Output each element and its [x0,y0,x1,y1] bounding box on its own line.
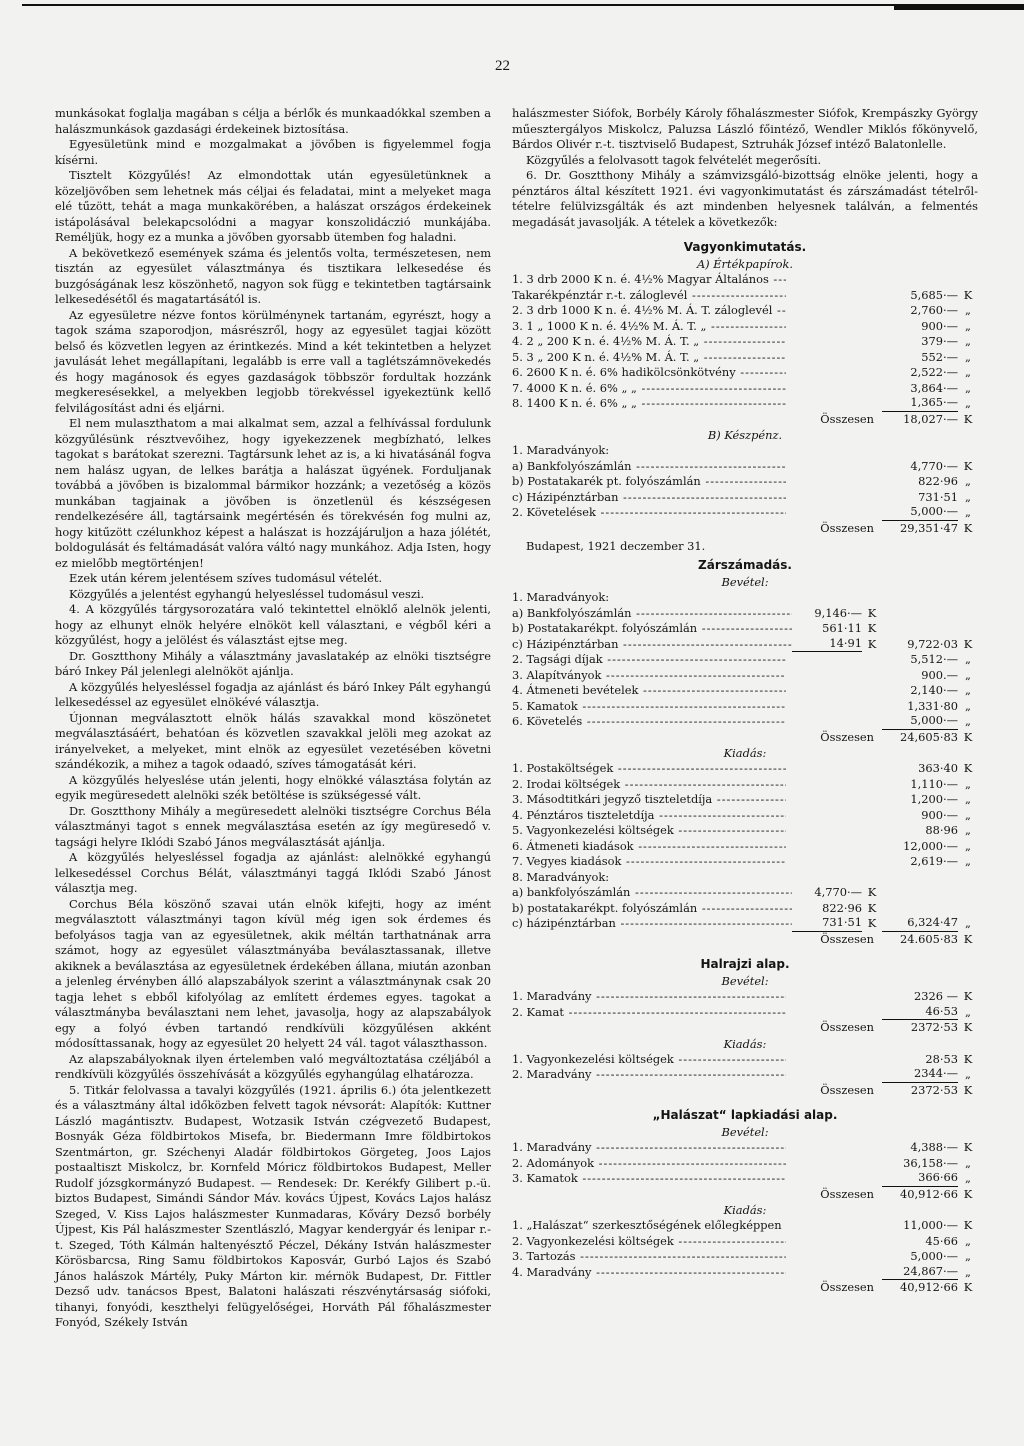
total-amount: 2372·53 [882,1082,958,1099]
currency: K [963,989,973,1003]
currency: K [963,729,973,744]
ledger-row [512,288,978,304]
row-amount: 900.— [921,667,958,682]
row-label: 2. Kamat ----- [512,1005,786,1021]
ledger-row [512,901,978,917]
row-label: c) házipénztárban ----- [512,916,792,932]
currency: „ [965,823,971,837]
currency: K [963,1218,973,1232]
row-label: b) postatakarékpt. folyószámlán ----- [512,901,792,917]
currency: „ [965,807,971,822]
ledger-row [512,668,978,684]
row-label: 1. Maradvány ----- [512,989,786,1005]
row-label: a) Bankfolyószámlán ----- [512,459,786,475]
row-label: 2. Követelések ----- [512,505,786,521]
paragraph: Újonnan megválasztott elnök hálás szavakkal mond köszönetet megválasztásáért, behatóan és közvetlen szavakkal jelöli meg azokat az irányelveket, a melyeket, mint elnök az egyesület vezetésében követni szándékozik, a mihez a tagok odaadó, szíves támogatását kéri. [55,710,491,771]
spacer [512,947,978,955]
ledger-row [512,823,978,839]
ledger-row [512,1005,978,1021]
section-title: Bevétel: [721,974,769,988]
ledger-row [512,474,978,490]
ledger-row [512,396,978,412]
section-title: Kiadás: [723,1036,767,1051]
ledger-row [512,683,978,699]
currency: „ [965,714,971,728]
section-title: Vagyonkimutatás. [683,240,807,254]
row-amount: 5,512·— [910,652,958,666]
row-amount: 36,158·— [903,1155,958,1170]
paragraph: Dr. Gosztthony Mihály a megüresedett alelnöki tisztségre Corchus Béla választmányi tagot s ennek megválasztása esetén az így megüresedő v. tagsági helyre Iklódi Szabó János megválasztását ajánlja. [55,803,491,849]
row-label: 2. Irodai költségek ----- [512,777,786,793]
row-label: 2. Vagyonkezelési költségek ----- [512,1234,786,1250]
section-title: Kiadás: [723,1203,767,1217]
row-label: 1. Maradványok: [512,443,610,457]
row-label: 2. Tagsági díjak ----- [512,652,786,668]
ledger-row [512,777,978,793]
paragraph: 5. Titkár felolvassa a tavalyi közgyűlés (1921. április 6.) óta jelentkezett és a választmány által időközben felvett tagok névsorát: Alapítók: Kuttner László magántisztv. Budapest, Wotzasik István czégvezető Budapest, Bosnyák Géza földbirtokos Misefa, br. Biedermann Imre földbirtokos Szentmárton, gr. Széchenyi Aladár földbirtokos Görgeteg, Joos Lajos postaaltiszt Miskolcz, br. Kornfeld Móricz földbirtokos Budapest, Meller Rudolf józsgkormányzó Budapest. — Rendesek: Dr. Kerékfy Gilibert p.-ü. biztos Budapest, Simándi Sándor Máv. kovács Újpest, Kovács Lajos halász Szeged, V. Kiss Lajos halászmester Kunmadaras, Kőváry Dezső borbély Újpest, Kis Pál halászmester Szentlászló, Magyar kendergyár és lenipar r.-t. Szeged, Tóth Kálmán haltenyésztő Péczel, Dékány István halászmester Körösbarcsa, Ring Samu földbirtokos Kaposvár, Gurbó Lajos és Szabó János halászok Mártély, Puky Márton kir. mérnök Budapest, Dr. Fittler Dezső udv. tanácsos Bpest, Balatoni halászati részvénytársaság siófoki, tihanyi, fonyódi, keszthelyi felügyelőségei, Horváth Pál főhalászmester Fonyód, Székely István [55,1082,491,1329]
section-title: Bevétel: [721,575,769,589]
total-label: Összesen [820,1082,874,1097]
spacer [512,1098,978,1106]
total-amount: 40,912·66 [882,1186,958,1203]
ledger-row [512,1140,978,1156]
top-rule [22,4,1024,6]
currency: „ [965,334,971,348]
paragraph: El nem mulaszthatom a mai alkalmat sem, azzal a felhívással fordulunk közgyűlésünk résztvevőihez, hogy igyekezzenek megbízható, lelkes tagokat s barátokat szerezni. Tagtársunk lehet az is, a ki hivatásánál fogva nem halász ugyan, de lelkes barátja a halászat ügyének. Forduljanak továbbá a jövőben is bizalommal bármikor hozzánk; a vezetőség a közös munkában tagjainak a jövőben is önzetlenül és készségesen rendelkezésére áll, tagtársaink megértésén és törekvésén fog mulni az, hogy kitűzött czélunkhoz képest a halászat is hozzájáruljon a haza jólétét, boldogulását és feltámadását valóra váltó nagy munkához. Adja Isten, hogy ez mielőbb megtörténjen! [55,416,491,570]
paragraph: Közgyűlés a jelentést egyhangú helyesléssel tudomásul veszi. [69,586,425,601]
ledger-row [512,761,978,777]
page-number: 22 [495,58,510,74]
currency: K [867,621,877,635]
row-label: 4. Maradvány ----- [512,1265,786,1281]
ledger-row [512,621,978,637]
currency: „ [965,349,971,364]
total-amount: 24.605·83 [882,931,958,948]
auditor-report: 6. Dr. Gosztthony Mihály a számvizsgáló-bizottság elnöke jelenti, hogy a pénztáros által készített 1921. évi vagyonkimutatást és zárszámadást tételről-tételre felülvizsgálták és azt mindenben helyesnek találván, a felmentés megadását javasolják. A tételek a következők: [512,168,978,229]
row-subamount: 9,146·— [814,605,862,620]
ledger-row [512,699,978,715]
row-amount: 5,000·— [910,1249,958,1263]
ledger-row [512,1156,978,1172]
row-subamount: 4,770·— [814,885,862,899]
total-label: Összesen [820,520,874,535]
right-column [512,106,978,1296]
top-rule-thick [894,0,1024,10]
section-title: B) Készpénz. [707,428,783,442]
currency: „ [965,380,971,395]
currency: „ [965,505,971,519]
row-label: 1. Maradványok: [512,590,610,604]
total-amount: 40,912·66 [882,1279,958,1296]
ledger-heading [512,590,978,606]
ledger-row [512,808,978,824]
currency: „ [965,396,971,410]
ledger-row [512,381,978,397]
row-amount: 1,365·— [882,395,958,412]
section-title: Zárszámadás. [698,558,792,572]
currency: K [963,458,973,473]
row-amount: 45·66 [925,1233,958,1248]
row-label: 1. 3 drb 2000 K n. é. 4½% Magyar Általános ----- [512,272,786,288]
currency: „ [965,1155,971,1170]
paragraph: Az egyesületre nézve fontos körülménynek tartanám, egyrészt, hogy a tagok száma szaporodjon, másrészről, hogy az egyesület tagjai között belső és közvetlen legyen az érintkezés. Mind a két tekintetben a helyzet javulását lehet megállapítani, legalább is erre vall a taglétszámnövekedés és hogy magánosok és egyes gazdaságok többször fordultak hozzánk megkeresésekkel, a melyekben legjobb törekvéssel igyekeztünk kellő felvilágosítást adni és eljárni. [55,307,491,415]
row-amount: 363·40 [918,761,958,775]
currency: „ [965,1249,971,1263]
currency: „ [965,303,971,317]
currency: K [963,1082,973,1097]
row-amount: 822·96 [918,474,958,488]
currency: K [867,916,877,930]
currency: „ [965,1067,971,1081]
currency: K [867,885,877,899]
row-label: b) Postatakarék pt. folyószámlán ----- [512,474,786,490]
row-label: c) Házipénztárban ----- [512,637,792,653]
currency: „ [965,792,971,806]
row-label: 1. „Halászat“ szerkesztőségének előlegképpen ----- [512,1218,786,1234]
currency: „ [965,1171,971,1185]
ledger-row [512,505,978,521]
currency: „ [965,916,971,930]
row-amount: 24,867·— [882,1264,958,1281]
ledger-row [512,839,978,855]
total-row [512,1020,978,1036]
row-amount: 4,388·— [910,1140,958,1154]
ledger-row [512,637,978,653]
row-amount: 5,000·— [882,504,958,521]
paragraph: Tisztelt Közgyűlés! Az elmondottak után egyesületünknek a közeljövőben sem lehetnek más céljai és feladatai, mint a melyeket maga elé tűzött, tehát a maga munkakörében, a halászat országos érdekeinek istápolásával belekapcsolódni a magyar konszolidáczió munkájába. Reméljük, hogy ez a munka a jövőben gyorsabb ütemben fog haladni. [55,168,491,244]
total-row [512,521,978,537]
currency: K [963,1051,973,1066]
row-amount: 12,000·— [903,838,958,853]
row-label: 6. Átmeneti kiadások ----- [512,839,786,855]
ledger-heading [512,870,978,886]
row-label: 6. 2600 K n. é. 6% hadikölcsönkötvény ----- [512,365,786,381]
paragraph: Az alapszabályoknak ilyen értelemben való megváltoztatása czéljából a rendkívüli közgyűlés összehívását a közgyűlés egyhangúlag elhatározza. [55,1051,491,1081]
ledger-row [512,1249,978,1265]
row-subamount: 561·11 [822,621,862,635]
total-amount: 24,605·83 [882,729,958,746]
left-column [55,106,491,1331]
row-amount: 9,722·03 [907,636,958,651]
ledger-row [512,916,978,932]
currency: „ [965,1233,971,1248]
row-label: 3. Másodtitkári jegyző tiszteletdíja ----- [512,792,786,808]
ledger-row [512,1067,978,1083]
row-subamount: 731·51 [792,915,862,932]
row-amount: 900·— [921,318,958,333]
ledger-row [512,334,978,350]
paragraph: A közgyűlés helyesléssel fogadja az ajánlást: alelnökké egyhangú lelkesedéssel Corchus Bélát, választmányi taggá Iklódi Szabó Jánost választja meg. [55,850,491,895]
currency: „ [965,838,971,853]
row-label: a) Bankfolyószámlán ----- [512,606,792,622]
row-amount: 1,331·80 [907,698,958,713]
row-label: 1. Maradvány ----- [512,1140,786,1156]
row-amount: 2,140·— [910,683,958,697]
paragraph: A bekövetkező események száma és jelentős volta, természetesen, nem tisztán az egyesület választmánya és tisztikara lelkesedése és buzgóságának lesz köszönhető, nagyon sok függ e tekintetben tagtársaink lelkesedésétől és magatartásától is. [55,245,491,306]
date-line: Budapest, 1921 deczember 31. [526,539,706,553]
row-amount: 2,619·— [910,854,958,868]
row-amount: 552·— [921,349,958,364]
total-row [512,412,978,428]
row-label: 2. Maradvány ----- [512,1067,786,1083]
total-row [512,730,978,746]
section-title: Bevétel: [721,1125,769,1139]
row-amount: 3,864·— [910,380,958,395]
total-row [512,1280,978,1296]
row-label: 4. Átmeneti bevételek ----- [512,683,786,699]
ledger-heading [512,443,978,459]
paragraph: A közgyűlés helyesléssel fogadja az ajánlást és báró Inkey Pált egyhangú lelkesedéssel az egyesület elnökévé választja. [55,679,491,709]
ledger-row [512,319,978,335]
currency: K [963,411,973,426]
acceptance-note: Közgyűlés a felolvasott tagok felvételét megerősíti. [526,152,822,167]
ledger-row [512,1234,978,1250]
members-continued: halászmester Siófok, Borbély Károly főhalászmester Siófok, Krempászky György műesztergályos Miskolcz, Paluzsa László főintéző, Wendler Miklós főkönyvelő, Bárdos Olivér r.-t. tisztviselő Budapest, Sztruhák József intéző Balatonlelle. [512,106,978,151]
paragraph: 4. A közgyűlés tárgysorozatára való tekintettel elnöklő alelnök jelenti, hogy az elhunyt elnök helyére elnököt kell választani, e végből kéri a közgyűlést, hogy a jelölést és választást ejtse meg. [55,602,491,647]
section-title: „Halászat“ lapkiadási alap. [652,1108,838,1122]
row-label: 3. 1 „ 1000 K n. é. 4½% M. Á. T. „ ----- [512,319,786,335]
ledger-row [512,652,978,668]
row-label: 8. Maradványok: [512,869,610,884]
currency: „ [965,683,971,697]
currency: K [963,1020,973,1034]
row-label: 1. Vagyonkezelési költségek ----- [512,1052,786,1068]
currency: K [867,605,877,620]
ledger-row [512,854,978,870]
total-label: Összesen [820,1280,874,1294]
currency: „ [965,474,971,488]
total-amount: 2372·53 [882,1019,958,1036]
row-amount: 46·53 [882,1004,958,1021]
total-label: Összesen [820,411,874,426]
ledger-row [512,1218,978,1234]
total-label: Összesen [820,931,874,946]
section-title: Halrajzi alap. [700,957,790,971]
paragraph: Dr. Gosztthony Mihály a választmány javaslatakép az elnöki tisztségre báró Inkey Pál jelenlegi alelnököt ajánlja. [55,648,491,678]
row-amount: 2,760·— [910,303,958,317]
row-amount: 88·96 [925,823,958,837]
row-amount: 900·— [921,807,958,822]
ledger-row [512,1171,978,1187]
row-label: 3. Alapítványok ----- [512,668,786,684]
currency: K [867,636,877,651]
currency: „ [965,1264,971,1279]
paragraph: A közgyűlés helyeslése után jelenti, hogy elnökké választása folytán az egyik megüresedett alelnöki szék betöltése is szükségessé vált. [55,772,491,802]
currency: „ [965,667,971,682]
row-label: 5. Vagyonkezelési költségek ----- [512,823,786,839]
currency: „ [965,854,971,868]
row-amount: 5,000·— [882,713,958,730]
total-row [512,932,978,948]
currency: „ [965,698,971,713]
row-label: 5. Kamatok ----- [512,699,786,715]
row-amount: 731·51 [918,489,958,504]
row-label: 7. 4000 K n. é. 6% „ „ ----- [512,381,786,397]
row-label: b) Postatakarékpt. folyószámlán ----- [512,621,792,637]
row-label: 5. 3 „ 200 K n. é. 4½% M. Á. T. „ ----- [512,350,786,366]
row-label: 3. Tartozás ----- [512,1249,786,1265]
row-subamount: 822·96 [822,900,862,915]
row-label: 4. 2 „ 200 K n. é. 4½% M. Á. T. „ ----- [512,334,786,350]
row-label: 4. Pénztáros tiszteletdíja ----- [512,808,786,824]
paragraph: Corchus Béla köszönő szavai után elnök kifejti, hogy az imént megválasztott választmányi tagon kívül még igen sok érdemes és befolyásos tagja van az egyesületnek, akik méltán tarthatnának arra számot, hogy az egyesület választmányába beválasztassanak, illetve akiknek a beválasztása az egyesületnek érdekében állana, miután azonban a jelenleg érvényben álló alapszabályok szerint a választmánynak csak 20 tagja lehet s ebből kifolyólag az említett érdemes egyes. tagokat a választmányba beválasztani nem lehet, javasolja, hogy az alapszabályok egy a folyó évben tartandó rendkívüli közgyűlésen akként módosíttassanak, hogy az egyesület 20 helyett 24 vál. tagot választhasson. [55,896,491,1050]
currency: K [963,1140,973,1154]
row-label: 2. Adományok ----- [512,1156,786,1172]
total-row [512,1083,978,1099]
row-label: 1. Postaköltségek ----- [512,761,786,777]
ledger-row [512,714,978,730]
total-amount: 29,351·47 [882,520,958,537]
row-label: a) bankfolyószámlán ----- [512,885,792,901]
row-amount: 379·— [921,334,958,348]
currency: „ [965,318,971,333]
ledger [512,238,978,1296]
ledger-row [512,989,978,1005]
currency: K [867,900,877,915]
currency: K [963,761,973,775]
currency: K [963,636,973,651]
row-amount: 1,200·— [910,792,958,806]
currency: K [963,520,973,535]
row-amount: 11,000·— [903,1218,958,1232]
row-amount: 2326 — [914,989,958,1003]
currency: „ [965,776,971,791]
total-row [512,1187,978,1203]
row-label: 3. Kamatok ----- [512,1171,786,1187]
currency: „ [965,489,971,504]
currency: „ [965,1004,971,1019]
currency: K [963,1186,973,1201]
row-amount: 5,685·— [910,287,958,302]
currency: K [963,1280,973,1294]
ledger-row [512,885,978,901]
ledger-row [512,459,978,475]
paragraph: Ezek után kérem jelentésem szíves tudomásul vételét. [69,571,383,585]
total-label: Összesen [820,729,874,744]
row-label: 2. 3 drb 1000 K n. é. 4½% M. Á. T. záloglevél ----- [512,303,786,319]
ledger-row [512,365,978,381]
row-amount: 4,770·— [910,458,958,473]
ledger-row [512,272,978,288]
row-amount: 366·66 [882,1170,958,1187]
paragraph: Egyesületünk mind e mozgalmakat a jövőben is figyelemmel fogja kísérni. [55,137,491,167]
currency: K [963,931,973,946]
row-amount: 1,110·— [910,776,958,791]
ledger-row [512,490,978,506]
paragraph: munkásokat foglalja magában s célja a bérlők és munkaadókkal szemben a halászmunkások gazdasági érdekeinek biztosítása. [55,106,491,136]
ledger-row [512,350,978,366]
row-subamount: 14·91 [792,636,862,653]
ledger-row [512,1265,978,1281]
row-label: c) Házipénztárban ----- [512,490,786,506]
currency: K [963,287,973,302]
row-amount: 2,522·— [910,365,958,379]
ledger-row [512,606,978,622]
total-amount: 18,027·— [882,411,958,428]
currency: „ [965,652,971,666]
currency: „ [965,365,971,379]
row-label: 8. 1400 K n. é. 6% „ „ ----- [512,396,786,412]
row-amount: 2344·— [882,1066,958,1083]
row-label: Takarékpénztár r.-t. záloglevél ----- [512,288,786,304]
total-label: Összesen [820,1186,874,1201]
ledger-row [512,792,978,808]
total-label: Összesen [820,1020,874,1034]
ledger-row [512,303,978,319]
row-label: 6. Követelés ----- [512,714,786,730]
section-title: Kiadás: [723,746,767,760]
section-title: A) Értékpapírok. [696,257,794,271]
row-label: 7. Vegyes kiadások ----- [512,854,786,870]
row-amount: 6,324·47 [882,915,958,932]
ledger-row [512,1052,978,1068]
row-amount: 28·53 [925,1051,958,1066]
